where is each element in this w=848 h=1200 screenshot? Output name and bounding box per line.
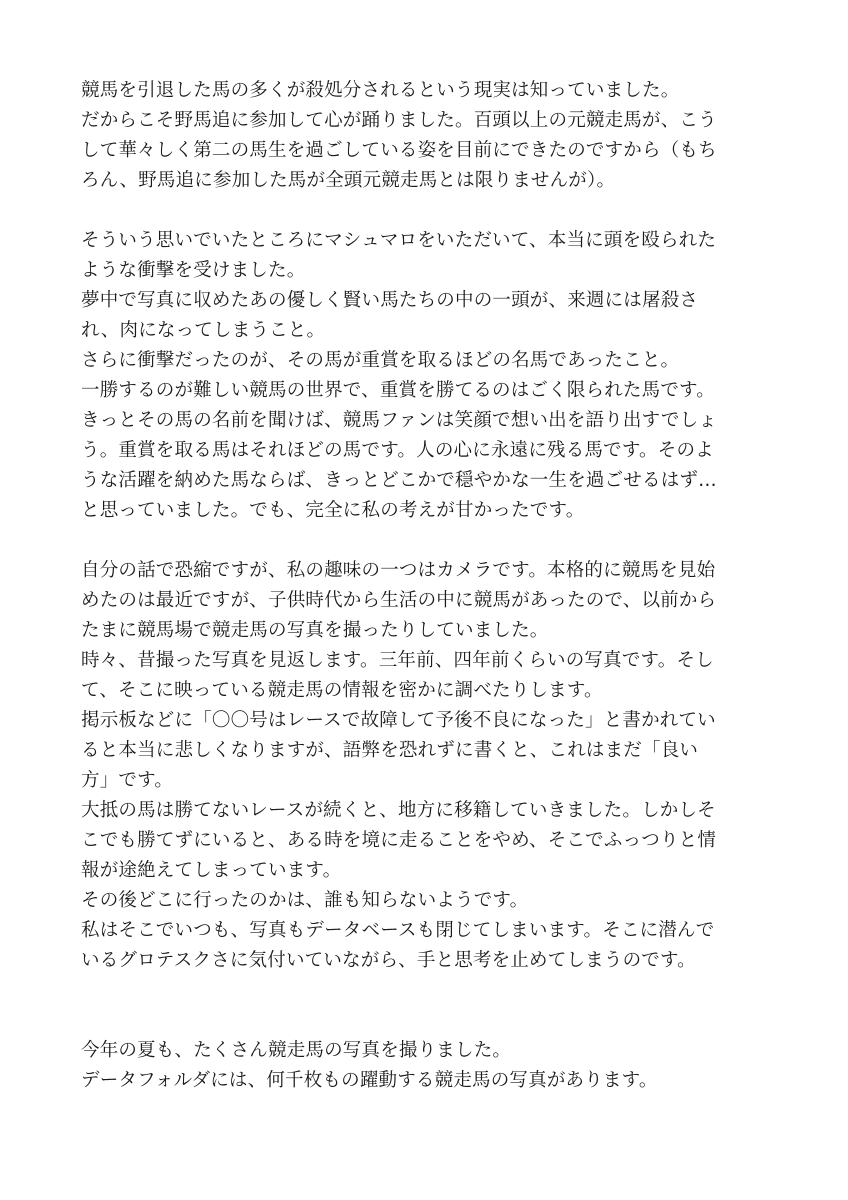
text-line: こでも勝てずにいると、ある時を境に走ることをやめ、そこでふっつりと情 <box>81 830 717 851</box>
paragraph <box>81 556 771 976</box>
text-line: 自分の話で恐縮ですが、私の趣味の一つはカメラです。本格的に競馬を見始 <box>81 560 716 581</box>
text-line: データフォルダには、何千枚もの躍動する競走馬の写真があります。 <box>81 1070 658 1091</box>
text-line: て、そこに映っている競走馬の情報を密かに調べたりします。 <box>81 680 603 701</box>
text-line: 大抵の馬は勝てないレースが続くと、地方に移籍していきました。しかしそ <box>81 800 716 821</box>
paragraph-gap <box>81 196 771 226</box>
paragraph-gap <box>81 976 771 1036</box>
text-line: ような衝撃を受けました。 <box>81 260 306 281</box>
text-line: きっとその馬の名前を聞けば、競馬ファンは笑顔で想い出を語り出すでしょ <box>81 410 717 431</box>
text-line: と思っていました。でも、完全に私の考えが甘かったです。 <box>81 500 585 521</box>
text-line: めたのは最近ですが、子供時代から生活の中に競馬があったので、以前から <box>81 590 717 611</box>
text-line: 今年の夏も、たくさん競走馬の写真を撮りました。 <box>81 1040 512 1061</box>
paragraph <box>81 226 771 526</box>
text-line: う。重賞を取る馬はそれほどの馬です。人の心に永遠に残る馬です。そのよ <box>81 440 714 461</box>
text-line: 私はそこでいつも、写真もデータベースも閉じてしまいます。そこに潜んで <box>81 920 715 941</box>
text-line: 方」です。 <box>81 770 174 791</box>
paragraph <box>81 76 771 196</box>
text-line: 夢中で写真に収めたあの優しく賢い馬たちの中の一頭が、来週には屠殺さ <box>81 290 699 311</box>
text-line: ろん、野馬追に参加した馬が全頭元競走馬とは限りませんが）。 <box>81 170 616 191</box>
paragraph <box>81 1036 771 1096</box>
text-line: 報が途絶えてしまっています。 <box>81 860 342 881</box>
document-body <box>81 76 771 1096</box>
paragraph-gap <box>81 526 771 556</box>
text-line: ると本当に悲しくなりますが、語弊を恐れずに書くと、これはまだ「良い <box>81 740 699 761</box>
text-line: さらに衝撃だったのが、その馬が重賞を取るほどの名馬であったこと。 <box>81 350 680 371</box>
text-line: そういう思いでいたところにマシュマロをいただいて、本当に頭を殴られた <box>81 230 717 251</box>
text-line: 一勝するのが難しい競馬の世界で、重賞を勝てるのはごく限られた馬です。 <box>81 380 715 401</box>
text-line: 掲示板などに「〇〇号はレースで故障して予後不良になった」と書かれてい <box>81 710 716 731</box>
text-line: れ、肉になってしまうこと。 <box>81 320 326 341</box>
text-line: だからこそ野馬追に参加して心が踊りました。百頭以上の元競走馬が、こう <box>81 110 717 131</box>
text-line: 競馬を引退した馬の多くが殺処分されるという現実は知っていました。 <box>81 80 680 101</box>
text-line: いるグロテスクさに気付いていながら、手と思考を止めてしまうのです。 <box>81 950 696 971</box>
text-line: うな活躍を納めた馬ならば、きっとどこかで穏やかな一生を過ごせるはず… <box>81 470 717 491</box>
text-line: して華々しく第二の馬生を過ごしている姿を目前にできたのですから（もち <box>81 140 717 161</box>
text-line: 時々、昔撮った写真を見返します。三年前、四年前くらいの写真です。そし <box>81 650 714 671</box>
text-line: たまに競馬場で競走馬の写真を撮ったりしていました。 <box>81 620 549 641</box>
text-line: その後どこに行ったのかは、誰も知らないようです。 <box>81 890 529 911</box>
